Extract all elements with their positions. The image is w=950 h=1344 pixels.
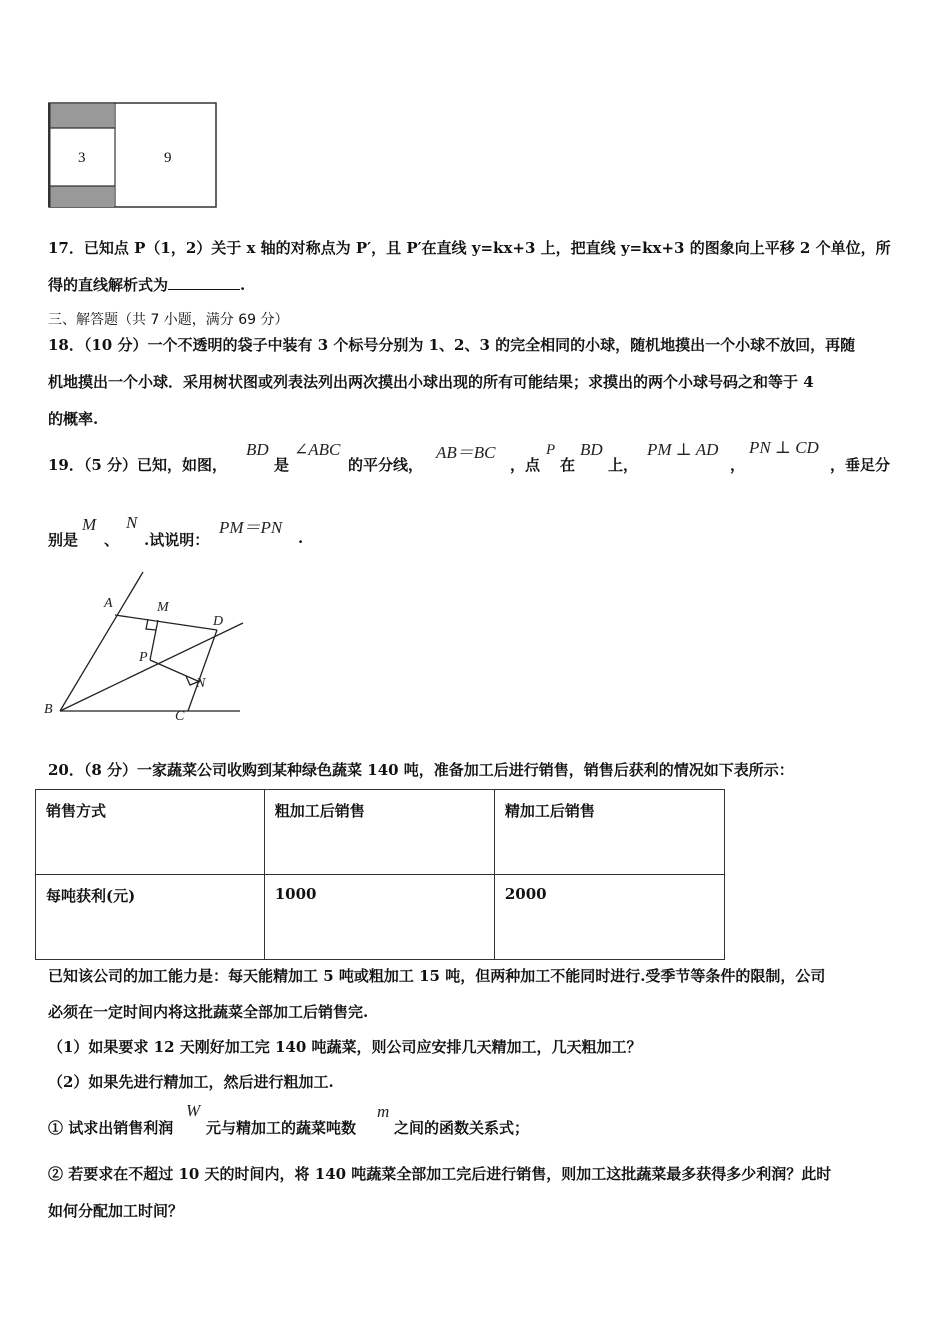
q19-text-dian: ，点: [510, 456, 541, 474]
q19-text-chuizu: ，垂足分: [830, 456, 891, 474]
table-header-cell: 精加工后销售: [494, 790, 724, 875]
q19-math-n: N: [126, 513, 138, 532]
q19-text-period: .: [298, 529, 304, 547]
q20-subquestion-2a-end: 之间的函数关系式；: [394, 1119, 530, 1137]
table-header-cell: 销售方式: [36, 790, 265, 875]
table-header-cell: 粗加工后销售: [264, 790, 494, 875]
q19-math-pn-perp-cd: PN ⊥ CD: [749, 438, 819, 457]
answer-blank: [168, 275, 240, 290]
q19-text-dun: 、: [104, 531, 120, 549]
q17-line2-text: 得的直线解析式为: [48, 276, 169, 294]
q19-math-bd-2: BD: [580, 440, 603, 459]
shaded-bottom-cell: [50, 186, 114, 207]
figure-16-right-value: 9: [164, 150, 172, 166]
segment-ad: [115, 615, 217, 630]
table-cell: 1000: [264, 875, 494, 960]
q18-line2: 机地摸出一个小球．采用树状图或列表法列出两次摸出小球出现的所有可能结果；求摸出的两个小球号码之和等于 4: [48, 373, 814, 391]
section-3-heading: 三、解答题（共 7 小题，满分 69 分）: [48, 312, 289, 328]
q19-math-m: M: [82, 515, 97, 534]
q17-line2-end: .: [240, 276, 246, 294]
q20-math-m: m: [377, 1102, 390, 1121]
q17-line2: [48, 274, 245, 295]
figure-19-label-p: P: [139, 650, 148, 665]
q20-subquestion-2a-prefix: ① 试求出销售利润: [48, 1119, 174, 1137]
figure-19-label-b: B: [44, 702, 53, 717]
q20-math-w: W: [186, 1101, 201, 1120]
q17-line1: 17．已知点 P（1，2）关于 x 轴的对称点为 P′，且 P′在直线 y=kx+3 上，把直线 y=kx+3 的图象向上平移 2 个单位，所: [48, 239, 891, 257]
q20-subquestion-2b-line1: ② 若要求在不超过 10 天的时间内，将 140 吨蔬菜全部加工完后进行销售，则加工这批蔬菜最多获得多少利润？此时: [48, 1165, 832, 1183]
figure-19: [40, 568, 250, 728]
q19-text-shuoming: .试说明：: [144, 531, 210, 549]
q19-text-zai: 在: [560, 456, 576, 474]
figure-16: [48, 102, 218, 209]
q20-paragraph-1: 已知该公司的加工能力是：每天能精加工 5 吨或粗加工 15 吨，但两种加工不能同时进行.受季节等条件的限制，公司: [48, 967, 826, 985]
q18-line3: 的概率.: [48, 410, 99, 428]
line-bd-extended: [60, 623, 243, 711]
figure-19-label-c: C: [175, 709, 185, 724]
figure-16-svg: [48, 102, 218, 209]
q20-subquestion-2a-mid: 元与精加工的蔬菜吨数: [206, 1119, 357, 1137]
figure-19-svg: [40, 568, 250, 728]
table-row: [36, 875, 725, 960]
q20-intro: 20．（8 分）一家蔬菜公司收购到某种绿色蔬菜 140 吨，准备加工后进行销售，销售后获利的情况如下表所示：: [48, 761, 794, 779]
segment-pn: [150, 660, 200, 682]
table-cell: 每吨获利(元): [36, 875, 265, 960]
q20-subquestion-1: （1）如果要求 12 天刚好加工完 140 吨蔬菜，则公司应安排几天精加工，几天粗加工？: [48, 1038, 642, 1056]
figure-19-label-m: M: [157, 600, 169, 615]
segment-pm: [150, 620, 158, 660]
table-cell: 2000: [494, 875, 724, 960]
figure-16-left-value: 3: [78, 150, 86, 166]
q19-math-pm-eq-pn: PM＝PN: [219, 518, 283, 537]
q19-text-comma: ，: [730, 456, 746, 474]
q19-math-pm-perp-ad: PM ⊥ AD: [647, 440, 719, 459]
line-ba-extended: [60, 572, 143, 711]
figure-19-label-a: A: [104, 596, 113, 611]
q19-math-bd: BD: [246, 440, 269, 459]
table-row: [36, 790, 725, 875]
q20-subquestion-2b-line2: 如何分配加工时间？: [48, 1202, 184, 1220]
q19-math-ab-eq-bc: AB＝BC: [436, 443, 496, 462]
q19-line2-prefix: 别是: [48, 531, 79, 549]
q19-math-p: P: [546, 442, 556, 458]
shaded-top-cell: [50, 104, 114, 128]
q18-line1: 18．（10 分）一个不透明的袋子中装有 3 个标号分别为 1、2、3 的完全相同的小球，随机地摸出一个小球不放回，再随: [48, 336, 856, 354]
q20-subquestion-2: （2）如果先进行精加工，然后进行粗加工.: [48, 1073, 334, 1091]
profit-table: [35, 789, 725, 960]
q19-text-bisector: 的平分线，: [348, 456, 424, 474]
q19-text-shang: 上，: [608, 456, 639, 474]
q19-text-shi: 是: [274, 456, 290, 474]
figure-19-label-d: D: [213, 614, 224, 629]
q19-prefix: 19．（5 分）已知，如图，: [48, 456, 228, 474]
q20-paragraph-2: 必须在一定时间内将这批蔬菜全部加工后销售完.: [48, 1003, 369, 1021]
q19-math-angle-abc: ∠ABC: [294, 440, 341, 459]
figure-19-label-n: N: [196, 676, 206, 691]
